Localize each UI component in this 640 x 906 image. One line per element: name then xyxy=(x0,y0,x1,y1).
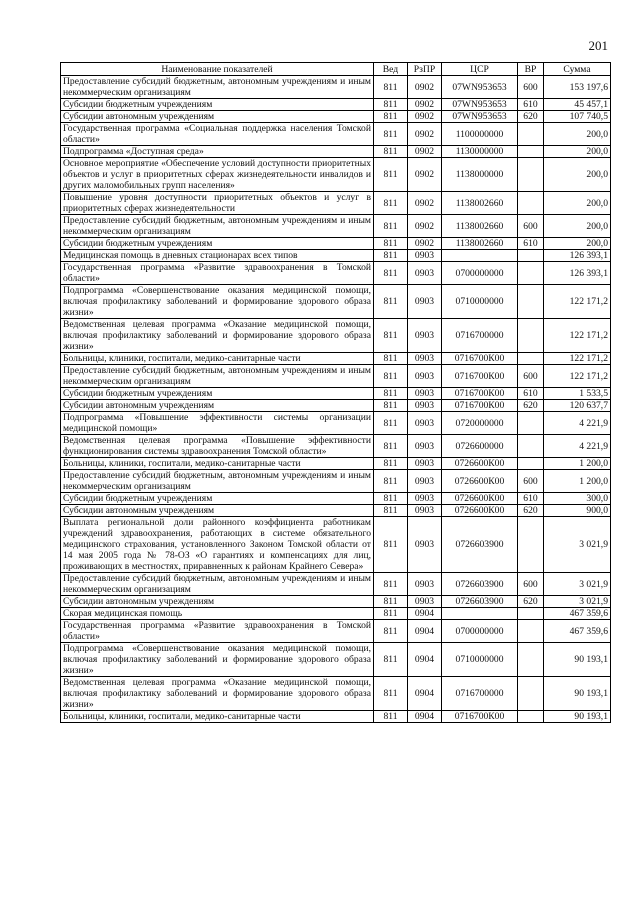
cell-vr xyxy=(518,643,544,677)
cell-csr: 0726600К00 xyxy=(442,458,518,470)
cell-ved: 811 xyxy=(374,458,408,470)
cell-name: Подпрограмма «Повышение эффективности системы организации медицинской помощи» xyxy=(61,412,374,435)
cell-sum: 90 193,1 xyxy=(544,643,611,677)
cell-name: Медицинская помощь в дневных стационарах всех типов xyxy=(61,250,374,262)
cell-csr: 0720000000 xyxy=(442,412,518,435)
cell-ved: 811 xyxy=(374,517,408,573)
cell-name: Больницы, клиники, госпитали, медико-санитарные части xyxy=(61,458,374,470)
cell-sum: 45 457,1 xyxy=(544,99,611,111)
cell-ved: 811 xyxy=(374,365,408,388)
cell-vr: 620 xyxy=(518,400,544,412)
cell-sum: 3 021,9 xyxy=(544,517,611,573)
cell-vr: 600 xyxy=(518,365,544,388)
table-row xyxy=(61,400,611,412)
table-row xyxy=(61,643,611,677)
cell-ved: 811 xyxy=(374,158,408,192)
cell-rzpr: 0903 xyxy=(408,250,442,262)
cell-vr: 620 xyxy=(518,596,544,608)
cell-sum: 200,0 xyxy=(544,238,611,250)
cell-ved: 811 xyxy=(374,677,408,711)
cell-rzpr: 0904 xyxy=(408,711,442,723)
cell-csr: 0716700К00 xyxy=(442,400,518,412)
cell-csr: 07WN953653 xyxy=(442,76,518,99)
cell-name: Предоставление субсидий бюджетным, автономным учреждениям и иным некоммерческим организациям xyxy=(61,470,374,493)
table-row xyxy=(61,573,611,596)
cell-name: Подпрограмма «Доступная среда» xyxy=(61,146,374,158)
cell-rzpr: 0903 xyxy=(408,365,442,388)
table-row xyxy=(61,192,611,215)
cell-ved: 811 xyxy=(374,111,408,123)
cell-sum: 120 637,7 xyxy=(544,400,611,412)
cell-ved: 811 xyxy=(374,608,408,620)
cell-ved: 811 xyxy=(374,596,408,608)
cell-vr xyxy=(518,146,544,158)
cell-vr xyxy=(518,620,544,643)
cell-name: Предоставление субсидий бюджетным, автономным учреждениям и иным некоммерческим организациям xyxy=(61,573,374,596)
cell-ved: 811 xyxy=(374,505,408,517)
cell-ved: 811 xyxy=(374,192,408,215)
cell-rzpr: 0902 xyxy=(408,146,442,158)
cell-rzpr: 0903 xyxy=(408,470,442,493)
cell-rzpr: 0903 xyxy=(408,517,442,573)
table-row xyxy=(61,250,611,262)
cell-sum: 1 200,0 xyxy=(544,458,611,470)
budget-table xyxy=(60,62,611,723)
cell-name: Субсидии автономным учреждениям xyxy=(61,111,374,123)
table-row xyxy=(61,711,611,723)
cell-sum: 153 197,6 xyxy=(544,76,611,99)
cell-rzpr: 0902 xyxy=(408,158,442,192)
cell-sum: 90 193,1 xyxy=(544,677,611,711)
cell-csr: 1100000000 xyxy=(442,123,518,146)
cell-ved: 811 xyxy=(374,146,408,158)
cell-rzpr: 0903 xyxy=(408,262,442,285)
cell-ved: 811 xyxy=(374,412,408,435)
cell-name: Предоставление субсидий бюджетным, автономным учреждениям и иным некоммерческим организациям xyxy=(61,215,374,238)
cell-vr: 600 xyxy=(518,573,544,596)
table-row xyxy=(61,365,611,388)
header-rzpr: РзПР xyxy=(408,63,442,76)
cell-csr: 1138000000 xyxy=(442,158,518,192)
cell-ved: 811 xyxy=(374,388,408,400)
cell-csr: 0700000000 xyxy=(442,262,518,285)
cell-rzpr: 0903 xyxy=(408,388,442,400)
cell-rzpr: 0903 xyxy=(408,596,442,608)
cell-ved: 811 xyxy=(374,493,408,505)
cell-sum: 467 359,6 xyxy=(544,620,611,643)
cell-vr xyxy=(518,123,544,146)
table-row xyxy=(61,123,611,146)
cell-csr: 0726603900 xyxy=(442,573,518,596)
cell-name: Больницы, клиники, госпитали, медико-санитарные части xyxy=(61,353,374,365)
cell-name: Государственная программа «Развитие здравоохранения в Томской области» xyxy=(61,620,374,643)
cell-sum: 200,0 xyxy=(544,146,611,158)
cell-ved: 811 xyxy=(374,353,408,365)
cell-vr: 610 xyxy=(518,238,544,250)
cell-rzpr: 0903 xyxy=(408,353,442,365)
cell-csr: 0710000000 xyxy=(442,643,518,677)
cell-sum: 122 171,2 xyxy=(544,365,611,388)
table-row xyxy=(61,608,611,620)
cell-rzpr: 0903 xyxy=(408,505,442,517)
cell-rzpr: 0903 xyxy=(408,412,442,435)
table-row xyxy=(61,493,611,505)
cell-csr: 0716700000 xyxy=(442,677,518,711)
cell-sum: 126 393,1 xyxy=(544,250,611,262)
table-row xyxy=(61,470,611,493)
cell-vr: 600 xyxy=(518,470,544,493)
cell-csr: 0716700К00 xyxy=(442,388,518,400)
cell-csr: 0716700К00 xyxy=(442,711,518,723)
cell-name: Субсидии автономным учреждениям xyxy=(61,505,374,517)
cell-name: Ведомственная целевая программа «Оказание медицинской помощи, включая профилактику заболеваний и формирование здорового образа жизни» xyxy=(61,677,374,711)
cell-vr xyxy=(518,353,544,365)
cell-csr: 0726600К00 xyxy=(442,505,518,517)
table-row xyxy=(61,238,611,250)
cell-ved: 811 xyxy=(374,215,408,238)
cell-rzpr: 0903 xyxy=(408,319,442,353)
cell-vr xyxy=(518,285,544,319)
cell-name: Субсидии автономным учреждениям xyxy=(61,400,374,412)
cell-sum: 122 171,2 xyxy=(544,353,611,365)
table-row xyxy=(61,285,611,319)
cell-name: Субсидии бюджетным учреждениям xyxy=(61,388,374,400)
cell-vr: 620 xyxy=(518,111,544,123)
cell-ved: 811 xyxy=(374,620,408,643)
cell-csr: 0726600К00 xyxy=(442,493,518,505)
cell-sum: 467 359,6 xyxy=(544,608,611,620)
cell-name: Субсидии бюджетным учреждениям xyxy=(61,99,374,111)
cell-name: Подпрограмма «Совершенствование оказания медицинской помощи, включая профилактику заболеваний и формирование здорового образа жизни» xyxy=(61,285,374,319)
cell-name: Государственная программа «Социальная поддержка населения Томской области» xyxy=(61,123,374,146)
cell-vr: 620 xyxy=(518,505,544,517)
cell-name: Предоставление субсидий бюджетным, автономным учреждениям и иным некоммерческим организациям xyxy=(61,365,374,388)
cell-ved: 811 xyxy=(374,76,408,99)
cell-rzpr: 0903 xyxy=(408,285,442,319)
cell-ved: 811 xyxy=(374,285,408,319)
cell-csr xyxy=(442,250,518,262)
cell-vr: 610 xyxy=(518,99,544,111)
table-row xyxy=(61,146,611,158)
cell-vr: 600 xyxy=(518,76,544,99)
table-row xyxy=(61,262,611,285)
cell-name: Повышение уровня доступности приоритетных объектов и услуг в приоритетных сферах жизнедеятельности xyxy=(61,192,374,215)
cell-name: Субсидии бюджетным учреждениям xyxy=(61,493,374,505)
page-number: 201 xyxy=(588,38,608,53)
cell-csr: 0700000000 xyxy=(442,620,518,643)
cell-vr xyxy=(518,517,544,573)
cell-sum: 126 393,1 xyxy=(544,262,611,285)
header-vr: ВР xyxy=(518,63,544,76)
table-row xyxy=(61,517,611,573)
table-row xyxy=(61,596,611,608)
table-row xyxy=(61,412,611,435)
cell-vr xyxy=(518,158,544,192)
cell-vr xyxy=(518,412,544,435)
cell-vr xyxy=(518,435,544,458)
cell-csr: 0710000000 xyxy=(442,285,518,319)
cell-csr: 0726600000 xyxy=(442,435,518,458)
header-sum: Сумма xyxy=(544,63,611,76)
cell-rzpr: 0904 xyxy=(408,677,442,711)
cell-vr xyxy=(518,711,544,723)
cell-vr xyxy=(518,677,544,711)
cell-sum: 122 171,2 xyxy=(544,319,611,353)
cell-csr: 1138002660 xyxy=(442,192,518,215)
cell-ved: 811 xyxy=(374,435,408,458)
table-row xyxy=(61,111,611,123)
cell-vr xyxy=(518,192,544,215)
cell-ved: 811 xyxy=(374,319,408,353)
cell-csr: 07WN953653 xyxy=(442,99,518,111)
table-row xyxy=(61,319,611,353)
header-ved: Вед xyxy=(374,63,408,76)
cell-ved: 811 xyxy=(374,99,408,111)
cell-csr: 0716700К00 xyxy=(442,353,518,365)
cell-name: Выплата региональной доли районного коэффициента работникам учреждений здравоохранения, работающих в системе обязательного медицинского страхования, установленного Законом Томской области от 14 мая 2005 года № 78-ОЗ «О гарантиях и компенсациях для лиц, проживающих в местностях, приравненных к районам Крайнего Севера» xyxy=(61,517,374,573)
cell-rzpr: 0902 xyxy=(408,99,442,111)
cell-name: Ведомственная целевая программа «Оказание медицинской помощи, включая профилактику заболеваний и формирование здорового образа жизни» xyxy=(61,319,374,353)
cell-sum: 4 221,9 xyxy=(544,412,611,435)
cell-sum: 200,0 xyxy=(544,192,611,215)
cell-csr xyxy=(442,608,518,620)
cell-ved: 811 xyxy=(374,250,408,262)
cell-rzpr: 0902 xyxy=(408,192,442,215)
cell-name: Субсидии бюджетным учреждениям xyxy=(61,238,374,250)
cell-rzpr: 0904 xyxy=(408,608,442,620)
table-row xyxy=(61,620,611,643)
cell-name: Предоставление субсидий бюджетным, автономным учреждениям и иным некоммерческим организациям xyxy=(61,76,374,99)
table-row xyxy=(61,353,611,365)
cell-ved: 811 xyxy=(374,123,408,146)
header-name: Наименование показателей xyxy=(61,63,374,76)
cell-vr xyxy=(518,250,544,262)
cell-rzpr: 0902 xyxy=(408,238,442,250)
cell-csr: 1130000000 xyxy=(442,146,518,158)
cell-rzpr: 0904 xyxy=(408,620,442,643)
table-row xyxy=(61,505,611,517)
cell-vr xyxy=(518,458,544,470)
cell-csr: 0726603900 xyxy=(442,517,518,573)
table-row xyxy=(61,388,611,400)
cell-sum: 200,0 xyxy=(544,158,611,192)
cell-csr: 0716700000 xyxy=(442,319,518,353)
cell-sum: 122 171,2 xyxy=(544,285,611,319)
cell-sum: 900,0 xyxy=(544,505,611,517)
cell-csr: 1138002660 xyxy=(442,238,518,250)
cell-sum: 300,0 xyxy=(544,493,611,505)
table-row xyxy=(61,76,611,99)
table-row xyxy=(61,458,611,470)
cell-rzpr: 0903 xyxy=(408,400,442,412)
cell-rzpr: 0903 xyxy=(408,435,442,458)
cell-ved: 811 xyxy=(374,643,408,677)
cell-ved: 811 xyxy=(374,573,408,596)
cell-rzpr: 0902 xyxy=(408,76,442,99)
table-row xyxy=(61,99,611,111)
cell-vr: 610 xyxy=(518,388,544,400)
cell-vr xyxy=(518,608,544,620)
cell-ved: 811 xyxy=(374,470,408,493)
cell-sum: 4 221,9 xyxy=(544,435,611,458)
cell-ved: 811 xyxy=(374,711,408,723)
cell-ved: 811 xyxy=(374,238,408,250)
table-row xyxy=(61,158,611,192)
table-row xyxy=(61,215,611,238)
cell-sum: 1 200,0 xyxy=(544,470,611,493)
cell-name: Ведомственная целевая программа «Повышение эффективности функционирования системы здравоохранения Томской области» xyxy=(61,435,374,458)
cell-name: Скорая медицинская помощь xyxy=(61,608,374,620)
cell-sum: 3 021,9 xyxy=(544,573,611,596)
cell-rzpr: 0902 xyxy=(408,123,442,146)
cell-sum: 200,0 xyxy=(544,123,611,146)
cell-rzpr: 0903 xyxy=(408,573,442,596)
cell-sum: 200,0 xyxy=(544,215,611,238)
cell-rzpr: 0903 xyxy=(408,458,442,470)
cell-name: Подпрограмма «Совершенствование оказания медицинской помощи, включая профилактику заболеваний и формирование здорового образа жизни» xyxy=(61,643,374,677)
table-row xyxy=(61,435,611,458)
cell-vr: 600 xyxy=(518,215,544,238)
cell-csr: 0726603900 xyxy=(442,596,518,608)
cell-rzpr: 0902 xyxy=(408,215,442,238)
cell-sum: 3 021,9 xyxy=(544,596,611,608)
cell-sum: 90 193,1 xyxy=(544,711,611,723)
cell-sum: 1 533,5 xyxy=(544,388,611,400)
cell-rzpr: 0904 xyxy=(408,643,442,677)
cell-ved: 811 xyxy=(374,400,408,412)
cell-name: Государственная программа «Развитие здравоохранения в Томской области» xyxy=(61,262,374,285)
cell-csr: 0726600К00 xyxy=(442,470,518,493)
cell-csr: 07WN953653 xyxy=(442,111,518,123)
cell-csr: 1138002660 xyxy=(442,215,518,238)
table-header-row xyxy=(61,63,611,76)
header-csr: ЦСР xyxy=(442,63,518,76)
cell-vr: 610 xyxy=(518,493,544,505)
cell-vr xyxy=(518,262,544,285)
cell-ved: 811 xyxy=(374,262,408,285)
cell-vr xyxy=(518,319,544,353)
cell-name: Субсидии автономным учреждениям xyxy=(61,596,374,608)
cell-rzpr: 0903 xyxy=(408,493,442,505)
table-row xyxy=(61,677,611,711)
cell-name: Больницы, клиники, госпитали, медико-санитарные части xyxy=(61,711,374,723)
cell-name: Основное мероприятие «Обеспечение условий доступности приоритетных объектов и услуг в приоритетных сферах жизнедеятельности инвалидов и других маломобильных групп населения» xyxy=(61,158,374,192)
cell-rzpr: 0902 xyxy=(408,111,442,123)
cell-csr: 0716700К00 xyxy=(442,365,518,388)
cell-sum: 107 740,5 xyxy=(544,111,611,123)
